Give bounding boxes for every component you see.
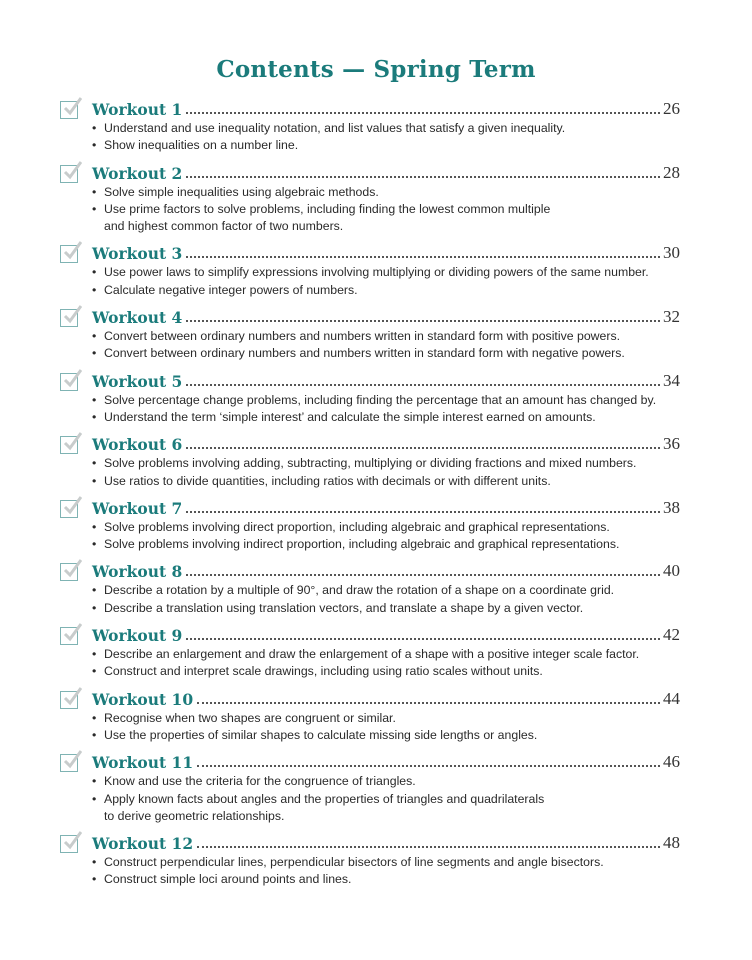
objective-bullet: • Construct simple loci around points and lines. [92, 871, 680, 888]
objective-bullet: • Understand the term ‘simple interest’ and calculate the simple interest earned on amounts. [92, 409, 680, 426]
checkbox-icon[interactable] [60, 101, 78, 119]
dot-leader [186, 511, 660, 513]
dot-leader [186, 176, 660, 178]
objective-bullet: • Use the properties of similar shapes to calculate missing side lengths or angles. [92, 727, 680, 744]
contents-entry [60, 831, 680, 889]
dot-leader [197, 702, 660, 704]
page-number: 34 [663, 370, 680, 390]
checkbox-icon[interactable] [60, 436, 78, 454]
dot-leader [186, 320, 660, 322]
workout-title: Workout 3 [92, 244, 183, 264]
dot-leader [197, 846, 660, 848]
objective-bullet: • Use ratios to divide quantities, including ratios with decimals or with different units. [92, 473, 680, 490]
workout-title: Workout 5 [92, 371, 183, 391]
dot-leader [186, 447, 660, 449]
page-number: 32 [663, 307, 680, 327]
workout-title: Workout 8 [92, 562, 183, 582]
contents-list [60, 97, 680, 895]
objective-bullet: • Convert between ordinary numbers and numbers written in standard form with negative powers. [92, 345, 680, 362]
objectives-list [92, 854, 680, 889]
page-number: 46 [663, 752, 680, 772]
contents-entry [60, 432, 680, 490]
objective-bullet: • Convert between ordinary numbers and numbers written in standard form with positive powers. [92, 328, 680, 345]
contents-entry [60, 559, 680, 617]
checkbox-icon[interactable] [60, 563, 78, 581]
objective-bullet: • Describe a translation using translation vectors, and translate a shape by a given vector. [92, 600, 680, 617]
workout-title: Workout 4 [92, 308, 183, 328]
objective-bullet: • Describe an enlargement and draw the enlargement of a shape with a positive integer scale factor. [92, 646, 680, 663]
objective-bullet: • Use power laws to simplify expressions involving multiplying or dividing powers of the same number. [92, 264, 680, 281]
workout-title: Workout 1 [92, 100, 183, 119]
page-number: 30 [663, 243, 680, 263]
checkbox-icon[interactable] [60, 500, 78, 518]
dot-leader [186, 574, 660, 576]
checkbox-icon[interactable] [60, 165, 78, 183]
checkbox-icon[interactable] [60, 754, 78, 772]
workout-title: Workout 6 [92, 435, 183, 455]
objectives-list [92, 264, 680, 299]
objective-bullet: • Construct perpendicular lines, perpendicular bisectors of line segments and angle bisectors. [92, 854, 680, 871]
page-number: 36 [663, 434, 680, 454]
checkbox-icon[interactable] [60, 373, 78, 391]
objective-bullet: • Solve percentage change problems, including finding the percentage that an amount has changed by. [92, 392, 680, 409]
objectives-list [92, 328, 680, 363]
dot-leader [197, 765, 660, 767]
objectives-list [92, 646, 680, 681]
contents-entry [60, 750, 680, 825]
objectives-list [92, 455, 680, 490]
objectives-list [92, 710, 680, 745]
page-number: 38 [663, 497, 680, 517]
workout-title: Workout 7 [92, 498, 183, 518]
page-number: 28 [663, 162, 680, 182]
dot-leader [186, 112, 660, 114]
checkbox-icon[interactable] [60, 627, 78, 645]
objective-bullet: • Understand and use inequality notation, and list values that satisfy a given inequality. [92, 120, 680, 137]
objective-bullet: • Solve problems involving indirect proportion, including algebraic and graphical representations. [92, 536, 680, 553]
objective-bullet: • Show inequalities on a number line. [92, 137, 680, 154]
contents-entry [60, 496, 680, 554]
page-number: 44 [663, 688, 680, 708]
objective-bullet: • Apply known facts about angles and the properties of triangles and quadrilaterals to derive geometric relationships. [92, 791, 680, 826]
objective-bullet: • Describe a rotation by a multiple of 90°, and draw the rotation of a shape on a coordinate grid. [92, 582, 680, 599]
workout-title: Workout 2 [92, 163, 183, 183]
contents-entry [60, 623, 680, 681]
workout-title: Workout 12 [92, 834, 194, 854]
page-number: 48 [663, 833, 680, 853]
contents-entry [60, 241, 680, 299]
workout-title: Workout 9 [92, 626, 183, 646]
contents-entry [60, 369, 680, 427]
dot-leader [186, 256, 660, 258]
objective-bullet: • Calculate negative integer powers of numbers. [92, 282, 680, 299]
checkbox-icon[interactable] [60, 309, 78, 327]
objective-bullet: • Construct and interpret scale drawings, including using ratio scales without units. [92, 663, 680, 680]
page-number: 40 [663, 561, 680, 581]
objectives-list [92, 184, 680, 236]
objectives-list [92, 582, 680, 617]
checkbox-icon[interactable] [60, 245, 78, 263]
objective-bullet: • Recognise when two shapes are congruent or similar. [92, 710, 680, 727]
objective-bullet: • Solve simple inequalities using algebraic methods. [92, 184, 680, 201]
contents-entry [60, 97, 680, 155]
contents-entry [60, 305, 680, 363]
page-number: 26 [663, 99, 680, 118]
page-title: Contents — Spring Term [216, 56, 536, 83]
contents-entry [60, 161, 680, 236]
contents-entry [60, 687, 680, 745]
objective-bullet: • Use prime factors to solve problems, including finding the lowest common multiple and highest common factor of two numbers. [92, 201, 680, 236]
objective-bullet: • Know and use the criteria for the congruence of triangles. [92, 773, 680, 790]
objectives-list [92, 120, 680, 155]
checkbox-icon[interactable] [60, 835, 78, 853]
objectives-list [92, 519, 680, 554]
objective-bullet: • Solve problems involving direct proportion, including algebraic and graphical representations. [92, 519, 680, 536]
objectives-list [92, 392, 680, 427]
dot-leader [186, 638, 660, 640]
objective-bullet: • Solve problems involving adding, subtracting, multiplying or dividing fractions and mixed numbers. [92, 455, 680, 472]
checkbox-icon[interactable] [60, 691, 78, 709]
objectives-list [92, 773, 680, 825]
dot-leader [186, 384, 660, 386]
workout-title: Workout 11 [92, 753, 194, 773]
workout-title: Workout 10 [92, 689, 194, 709]
page-number: 42 [663, 625, 680, 645]
